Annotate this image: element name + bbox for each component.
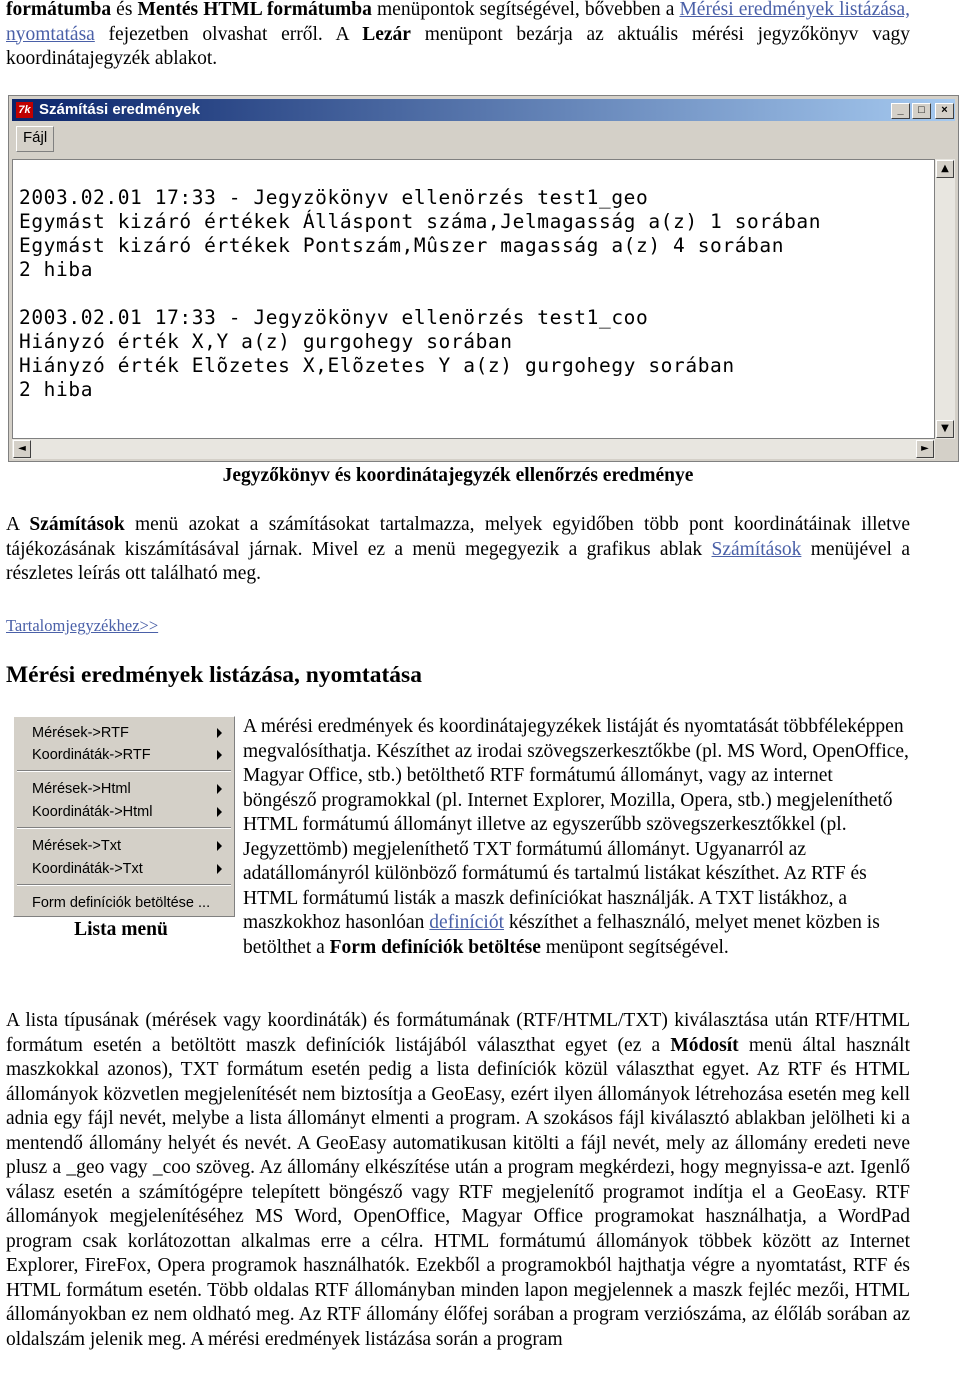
- app-icon: 7k: [16, 102, 33, 118]
- submenu-arrow-icon: [217, 841, 222, 851]
- minimize-icon[interactable]: _: [891, 103, 910, 119]
- intro-text-4: menüpont bezárja az aktuális mérési jegyzőkönyv vagy koordinátajegyzék ablakot.: [6, 23, 910, 69]
- menu-separator: [17, 884, 231, 886]
- szamitasok-link[interactable]: Számítások: [711, 538, 802, 560]
- submenu-arrow-icon: [217, 784, 222, 794]
- window-title: Számítási eredmények: [39, 101, 200, 118]
- result-line: 2 hiba: [19, 258, 94, 281]
- szamitasok-paragraph: [6, 513, 910, 587]
- menu-item-koordinatak-html[interactable]: Koordináták->Html: [32, 804, 153, 820]
- results-text-area[interactable]: [12, 159, 935, 439]
- results-text: [19, 186, 821, 402]
- close-icon[interactable]: ×: [935, 103, 954, 119]
- szam-bold: Számítások: [29, 514, 125, 535]
- result-line: Egymást kizáró értékek Pontszám,Mûszer magasság a(z) 4 sorában: [19, 234, 785, 257]
- menu-item-form-definiciok[interactable]: Form definíciók betöltése ...: [32, 895, 211, 911]
- side-text-1: A mérési eredmények és koordinátajegyzékek listáját és nyomtatását többféleképpen megvalósíthatja. Készíthet az irodai szövegszerkesztőkbe (pl. MS Word, OpenOffice, Magyar Office, stb.) betölthető RTF formátumú állományt, vagy az internet böngésző programokkal (pl. Internet Explorer, Mozilla, Opera, stb.) megjeleníthető HTML formátumú állományt illetve az egyszerűbb szövegszerkesztőkkel (pl. Jegyzettömb) megjeleníthető TXT formátumú állományt. Ugyanarról az adatállományról különböző formátumú és tartalmú listákat készíthet. Az RTF és HTML formátumú listák a maszk definíciókat használják. A TXT listákhoz, a maszkokhoz hasonlóan: [243, 716, 909, 933]
- result-line: 2003.02.01 17:33 - Jegyzökönyv ellenörzés test1_coo: [19, 306, 649, 329]
- maximize-icon[interactable]: □: [912, 103, 931, 119]
- main-paragraph: [6, 1009, 910, 1352]
- scroll-up-icon[interactable]: ▲: [936, 160, 954, 178]
- main-bold: Módosít: [670, 1034, 739, 1056]
- side-paragraph: [243, 715, 910, 960]
- window-menubar: [12, 123, 955, 153]
- results-window: [8, 95, 959, 462]
- side-text-2: készíthet a felhasználó, melyet menet közben is betölthet a: [243, 912, 880, 958]
- menu-separator: [17, 827, 231, 829]
- vertical-scrollbar[interactable]: [935, 159, 955, 439]
- intro-text-1: és: [111, 0, 138, 20]
- toc-link-wrapper: [6, 614, 158, 639]
- horizontal-scrollbar[interactable]: [12, 439, 935, 459]
- intro-bold-2: Mentés HTML formátumba: [137, 0, 372, 20]
- intro-bold-3: Lezár: [362, 23, 411, 45]
- result-line: 2 hiba: [19, 378, 94, 401]
- lista-menu-caption: Lista menü: [74, 919, 168, 940]
- main-text-1: A lista típusának (mérések vagy koordináták) és formátumának (RTF/HTML/TXT) kiválasztása után RTF/HTML formátum esetén a betöltött maszk definíciók listájából választhat egyet (ez a: [6, 1010, 910, 1056]
- mert-eredmenyek-link[interactable]: Mérési eredmények listázása, nyomtatása: [6, 0, 910, 45]
- szam-text-1: A: [6, 514, 30, 535]
- figure-caption: Jegyzőkönyv és koordinátajegyzék ellenőrzés eredménye: [222, 465, 694, 486]
- menu-item-meresek-html[interactable]: Mérések->Html: [32, 781, 131, 797]
- window-titlebar: [12, 99, 955, 121]
- lista-menu: [13, 716, 235, 917]
- side-bold: Form definíciók betöltése: [329, 936, 541, 958]
- intro-bold-1: formátumba: [6, 0, 112, 20]
- menu-separator: [17, 770, 231, 772]
- scroll-left-icon[interactable]: ◄: [13, 440, 31, 458]
- submenu-arrow-icon: [217, 728, 222, 738]
- section-heading: Mérési eredmények listázása, nyomtatása: [6, 662, 422, 688]
- menu-item-koordinatak-txt[interactable]: Koordináták->Txt: [32, 861, 143, 877]
- submenu-arrow-icon: [217, 807, 222, 817]
- szam-text-3: menüjével a részletes leírás ott található meg.: [6, 538, 910, 584]
- definicio-link[interactable]: definíciót: [429, 912, 505, 933]
- toc-link[interactable]: Tartalomjegyzékhez>>: [6, 616, 159, 635]
- menu-item-meresek-txt[interactable]: Mérések->Txt: [32, 838, 122, 854]
- menu-item-meresek-rtf[interactable]: Mérések->RTF: [32, 725, 129, 741]
- menu-item-koordinatak-rtf[interactable]: Koordináták->RTF: [32, 747, 151, 763]
- result-line: Egymást kizáró értékek Álláspont száma,Jelmagasság a(z) 1 sorában: [19, 210, 822, 233]
- side-text-3: menüpont segítségével.: [540, 936, 729, 958]
- submenu-arrow-icon: [217, 864, 222, 874]
- intro-text-3: fejezetben olvashat erről. A: [94, 23, 363, 45]
- result-line: Hiányzó érték X,Y a(z) gurgohegy sorában: [19, 330, 513, 353]
- intro-paragraph: [6, 0, 910, 72]
- menu-file[interactable]: Fájl: [16, 126, 54, 152]
- result-line: [19, 282, 821, 306]
- result-line: 2003.02.01 17:33 - Jegyzökönyv ellenörzés test1_geo: [19, 186, 649, 209]
- scroll-down-icon[interactable]: ▼: [936, 420, 954, 438]
- submenu-arrow-icon: [217, 750, 222, 760]
- main-text-2: menü által használt maszkokkal azonos), TXT formátum esetén pedig a lista definíciók közül választhat egyet. Az RTF és HTML állományok közvetlen megjelenítését nem biztosítja a GeoEasy, ezért ilyen állományok létrehozása esetén meg kell adnia egy fájl nevét, melybe a lista állományt elmenti a program. A szokásos fájl kiválasztó ablakban jelölheti ki a mentendő állomány helyét és nevét. A GeoEasy automatikusan kitölti a fájl nevét, mely az állomány eredeti neve plusz a _geo vagy _coo szöveg. Az állomány elkészítése után a program megkérdezi, hogy megnyissa-e azt. Igenlő válasz esetén a számítógépre telepített böngésző vagy RTF megjelenítő programot indítja el a GeoEasy. RTF állományok megjelenítéséhez MS Word, OpenOffice, Magyar Office programokat használhatja, a WordPad program csak korlátozottan alkalmas erre a célra. HTML formátumú állományok többek között az Internet Explorer, FireFox, Opera programok használhatók. Ezekből a programokból hajthatja végre a nyomtatást, RTF és HTML formátum esetén. Több oldalas RTF állományban minden lapon megjelennek a maszk fejléc mezői, HTML állományokban ez nem oldható meg. Az RTF állomány élőfej sorában a program verziószáma, az élőláb sorában az oldalszám jelenik meg. A mérési eredmények listázása során a program: [6, 1034, 910, 1350]
- intro-text-2: menüpontok segítségével, bővebben a: [371, 0, 680, 20]
- szam-text-2: menü azokat a számításokat tartalmazza, melyek egyidőben több pont koordinátáinak illetve tájékozásának kiszámításával járnak. Mivel ez a menü megegyezik a grafikus ablak: [6, 514, 911, 560]
- result-line: Hiányzó érték Elõzetes X,Elõzetes Y a(z) gurgohegy sorában: [19, 354, 735, 377]
- scroll-right-icon[interactable]: ►: [916, 440, 934, 458]
